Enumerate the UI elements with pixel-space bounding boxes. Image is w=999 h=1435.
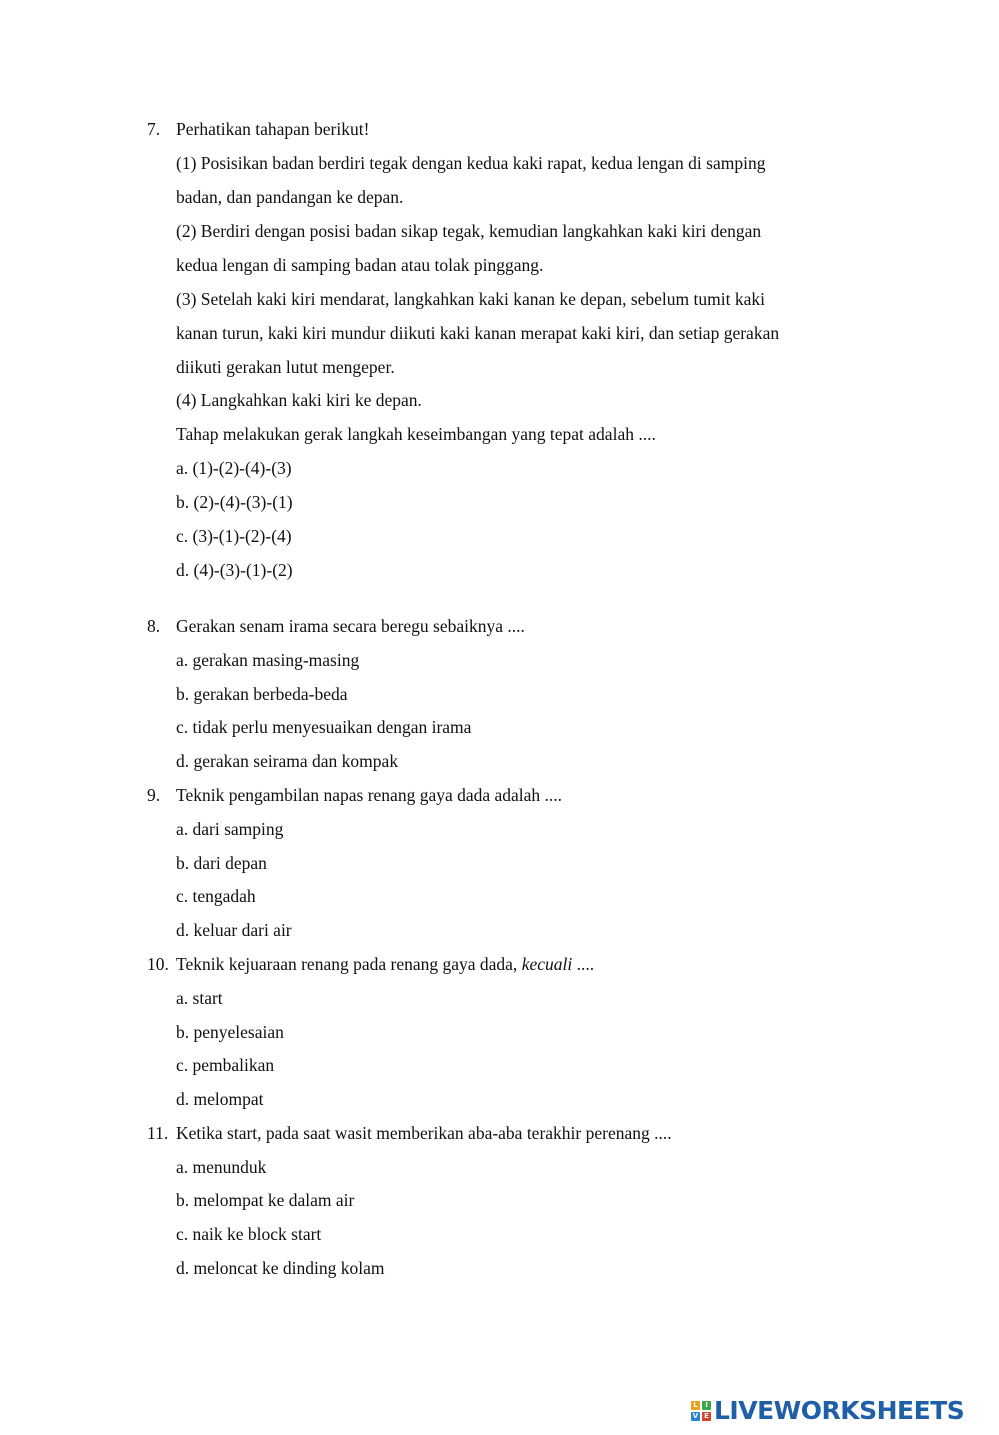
logo-grid-cell: I — [702, 1401, 711, 1410]
logo-grid-cell: L — [691, 1401, 700, 1410]
question-text: kedua lengan di samping badan atau tolak pinggang. — [176, 255, 544, 275]
question-text-italic: kecuali — [521, 954, 573, 974]
option-c[interactable]: c. (3)-(1)-(2)-(4) — [176, 526, 292, 546]
option-a[interactable]: a. dari samping — [176, 819, 284, 839]
option-c[interactable]: c. tengadah — [176, 886, 256, 906]
option-a[interactable]: a. gerakan masing-masing — [176, 650, 360, 670]
question-text: Teknik pengambilan napas renang gaya dada adalah .... — [176, 785, 563, 805]
option-b[interactable]: b. (2)-(4)-(3)-(1) — [176, 492, 293, 512]
logo-grid-icon — [691, 1401, 711, 1422]
option-c[interactable]: c. naik ke block start — [176, 1224, 322, 1244]
option-d[interactable]: d. (4)-(3)-(1)-(2) — [176, 560, 293, 580]
option-a[interactable]: a. (1)-(2)-(4)-(3) — [176, 458, 292, 478]
liveworksheets-logo[interactable] — [688, 1394, 988, 1428]
option-d[interactable]: d. meloncat ke dinding kolam — [176, 1258, 385, 1278]
question-text-after: .... — [572, 954, 595, 974]
question-number: 9. — [147, 785, 161, 805]
option-b[interactable]: b. melompat ke dalam air — [176, 1190, 355, 1210]
option-b[interactable]: b. penyelesaian — [176, 1022, 284, 1042]
question-number: 8. — [147, 616, 161, 636]
question-text: badan, dan pandangan ke depan. — [176, 187, 404, 207]
option-a[interactable]: a. start — [176, 988, 223, 1008]
question-text: kanan turun, kaki kiri mundur diikuti kaki kanan merapat kaki kiri, dan setiap gerakan — [176, 323, 780, 343]
question-text: Perhatikan tahapan berikut! — [176, 119, 370, 139]
question-number: 11. — [147, 1123, 169, 1143]
question-text: diikuti gerakan lutut mengeper. — [176, 357, 395, 377]
question-text: (1) Posisikan badan berdiri tegak dengan kedua kaki rapat, kedua lengan di samping — [176, 153, 766, 173]
question-text: Tahap melakukan gerak langkah keseimbangan yang tepat adalah .... — [176, 424, 656, 444]
option-b[interactable]: b. dari depan — [176, 853, 267, 873]
option-a[interactable]: a. menunduk — [176, 1157, 267, 1177]
logo-grid-cell: E — [702, 1412, 711, 1421]
question-text: (2) Berdiri dengan posisi badan sikap tegak, kemudian langkahkan kaki kiri dengan — [176, 221, 762, 241]
option-c[interactable]: c. pembalikan — [176, 1055, 275, 1075]
option-d[interactable]: d. gerakan seirama dan kompak — [176, 751, 399, 771]
question-number: 10. — [147, 954, 169, 974]
question-text — [176, 953, 594, 975]
question-text-before: Teknik kejuaraan renang pada renang gaya dada, — [176, 954, 522, 974]
question-text: Gerakan senam irama secara beregu sebaiknya .... — [176, 616, 525, 636]
option-d[interactable]: d. melompat — [176, 1089, 264, 1109]
question-text: (3) Setelah kaki kiri mendarat, langkahkan kaki kanan ke depan, sebelum tumit kaki — [176, 289, 765, 309]
option-c[interactable]: c. tidak perlu menyesuaikan dengan irama — [176, 717, 472, 737]
option-b[interactable]: b. gerakan berbeda-beda — [176, 684, 348, 704]
logo-text: LIVEWORKSHEETS — [714, 1396, 965, 1425]
logo-grid-cell: V — [692, 1412, 699, 1420]
question-text: Ketika start, pada saat wasit memberikan aba-aba terakhir perenang .... — [176, 1123, 672, 1143]
question-number: 7. — [147, 119, 161, 139]
question-text: (4) Langkahkan kaki kiri ke depan. — [176, 390, 422, 410]
option-d[interactable]: d. keluar dari air — [176, 920, 292, 940]
